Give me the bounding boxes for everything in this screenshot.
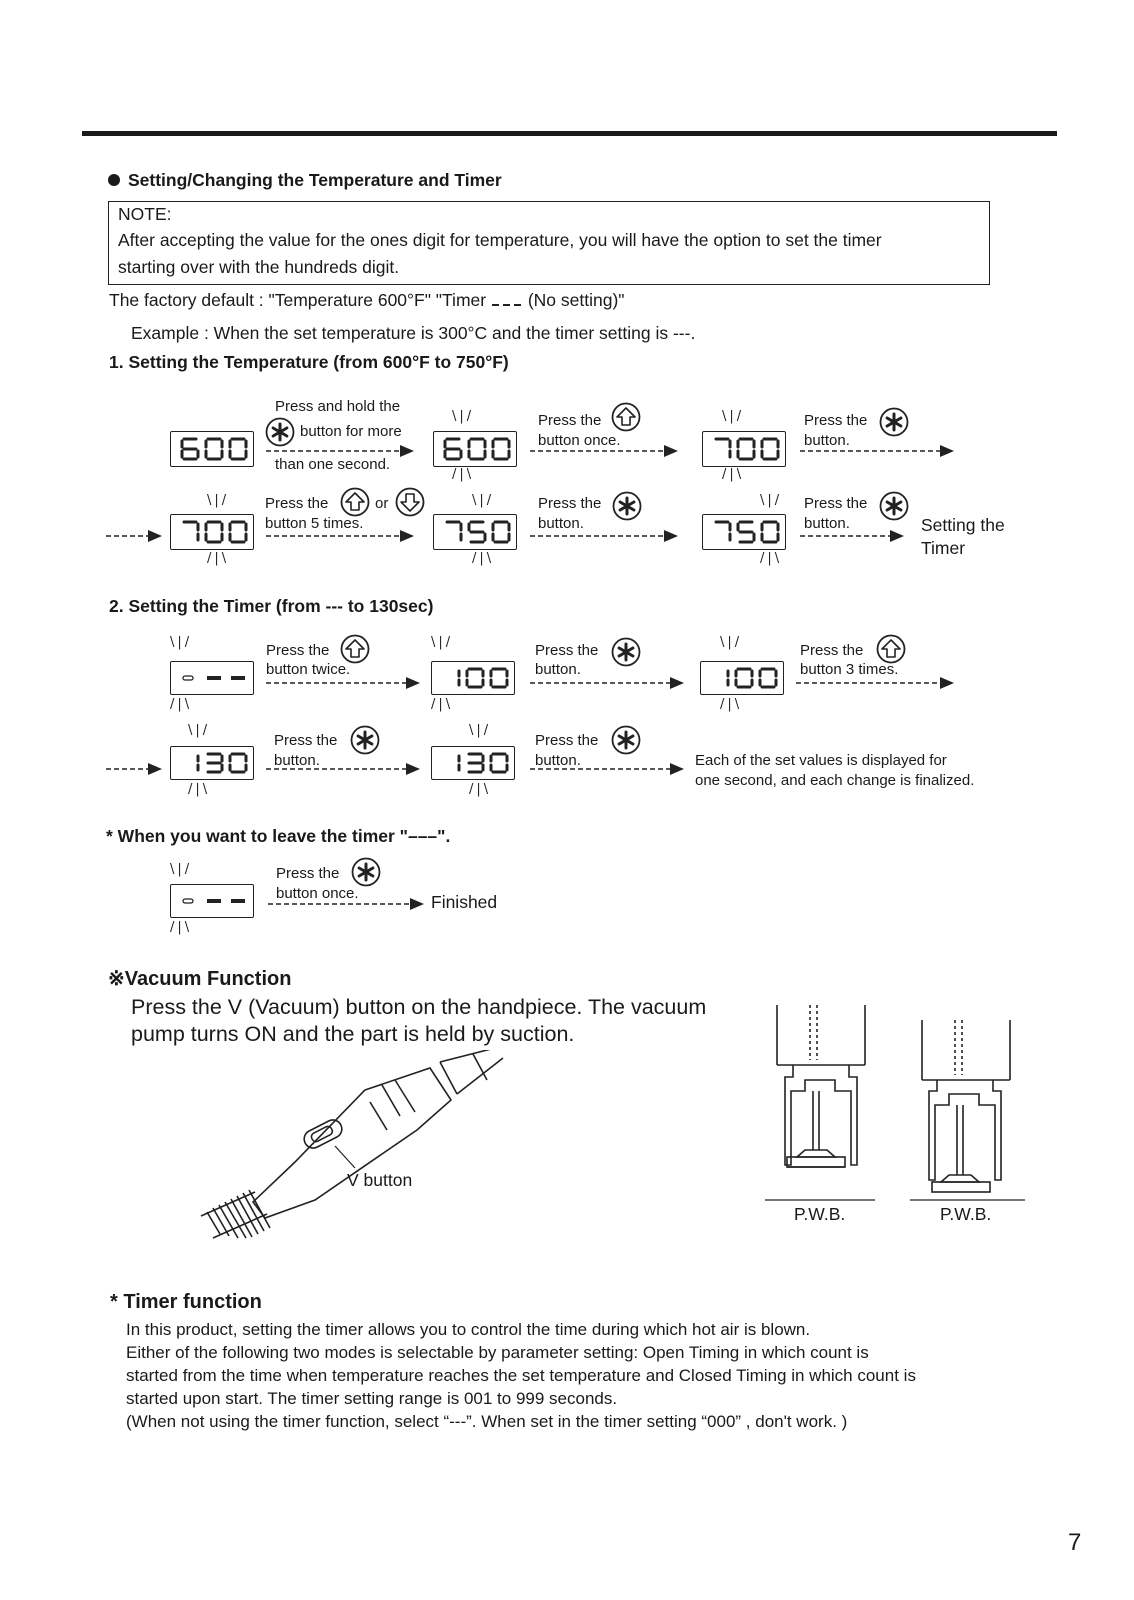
step-label: Press the — [266, 642, 330, 659]
final-note: Each of the set values is displayed for — [695, 752, 947, 769]
up-arrow-button-icon — [611, 402, 641, 432]
nozzle-diagram — [765, 1005, 1035, 1205]
paragraph-line: In this product, setting the timer allows you to control the time during which hot air is blown. — [126, 1320, 811, 1339]
blink-mark: /|\ — [207, 551, 230, 566]
asterisk-button-icon — [350, 725, 380, 755]
flow-arrow — [530, 444, 678, 456]
display-dashes — [170, 661, 254, 695]
vacuum-title-text: Vacuum Function — [124, 968, 292, 990]
display-130-blinking — [431, 746, 515, 780]
blink-mark: /|\ — [469, 782, 492, 797]
result-label: Timer — [921, 538, 966, 558]
blink-mark: /|\ — [188, 782, 211, 797]
example-text: Example : When the set temperature is 300°C and the timer setting is ---. — [131, 323, 696, 343]
timer-function-body — [126, 1318, 916, 1433]
asterisk-button-icon — [611, 725, 641, 755]
step-label: than one second. — [275, 456, 391, 473]
step-label: button for more — [300, 423, 402, 440]
blink-mark: \|/ — [760, 493, 783, 508]
blink-mark: /|\ — [452, 467, 475, 482]
flow-arrow — [796, 676, 954, 688]
asterisk-button-icon — [612, 491, 642, 521]
step-label: Press the — [800, 642, 864, 659]
step-label: Press the — [535, 642, 599, 659]
blink-mark: \|/ — [452, 409, 475, 424]
display-600 — [170, 431, 254, 467]
handpiece-illustration — [195, 1050, 515, 1240]
flow-arrow — [266, 444, 414, 456]
step-label: button once. — [276, 885, 359, 902]
factory-default-tail: (No setting)" — [527, 290, 625, 310]
up-arrow-button-icon — [340, 487, 370, 517]
step-label: button. — [538, 515, 584, 532]
paragraph-line: Either of the following two modes is selectable by parameter setting: Open Timing in which count is — [126, 1343, 869, 1362]
flow-arrow — [530, 762, 684, 774]
note-title: NOTE: — [118, 204, 172, 224]
top-rule — [82, 131, 1057, 136]
flow-arrow — [530, 676, 684, 688]
step-label: button. — [804, 515, 850, 532]
final-note: one second, and each change is finalized. — [695, 772, 975, 789]
paragraph-line: started upon start. The timer setting range is 001 to 999 seconds. — [126, 1389, 618, 1408]
page-number: 7 — [1068, 1529, 1082, 1556]
heading-text: Setting/Changing the Temperature and Timer — [128, 170, 502, 190]
asterisk-button-icon — [879, 491, 909, 521]
flow-arrow — [106, 762, 162, 774]
asterisk-button-icon — [611, 637, 641, 667]
blink-mark: /|\ — [760, 551, 783, 566]
display-100 — [431, 661, 515, 695]
leave-timer-title: * When you want to leave the timer "–––". — [106, 826, 451, 846]
blink-mark: \|/ — [472, 493, 495, 508]
blink-mark: /|\ — [472, 551, 495, 566]
vacuum-line-2: pump turns ON and the part is held by suction. — [131, 1022, 575, 1046]
result-label: Setting the — [921, 515, 1005, 535]
blink-mark: /|\ — [431, 697, 454, 712]
blink-mark: /|\ — [170, 920, 193, 935]
flow-arrow — [268, 897, 424, 909]
blink-mark: \|/ — [722, 409, 745, 424]
reference-mark: ※ — [108, 968, 125, 990]
paragraph-line: started from the time when temperature reaches the set temperature and Closed Timing in which count is — [126, 1366, 916, 1385]
blink-mark: \|/ — [170, 635, 193, 650]
section-heading — [108, 170, 502, 191]
blink-mark: \|/ — [188, 723, 211, 738]
step-label: Press the — [804, 495, 868, 512]
display-dashes — [170, 884, 254, 918]
display-750-blinking — [702, 514, 786, 550]
blink-mark: /|\ — [720, 697, 743, 712]
step-label: Press the — [265, 495, 329, 512]
step-label: Press the — [276, 865, 340, 882]
blink-mark: \|/ — [170, 862, 193, 877]
display-100-blinking — [700, 661, 784, 695]
flow-arrow — [530, 529, 678, 541]
note-line-1: After accepting the value for the ones digit for temperature, you will have the option to set the timer — [118, 230, 882, 250]
flow-arrow — [106, 529, 162, 541]
timer-function-title: * Timer function — [110, 1291, 262, 1313]
finished-label: Finished — [431, 892, 498, 912]
step-label: Press the — [538, 495, 602, 512]
section1-title: 1. Setting the Temperature (from 600°F to 750°F) — [109, 352, 509, 372]
display-130 — [170, 746, 254, 780]
step-label: Press the — [804, 412, 868, 429]
paragraph-line: (When not using the timer function, select “---”. When set in the timer setting “000” , don't work. ) — [126, 1412, 848, 1431]
bullet-icon — [108, 174, 120, 186]
step-label: Press the — [538, 412, 602, 429]
step-label: Press the — [274, 732, 338, 749]
note-line-2: starting over with the hundreds digit. — [118, 257, 400, 277]
flow-arrow — [266, 676, 420, 688]
display-700 — [702, 431, 786, 467]
step-label: button 3 times. — [800, 661, 899, 678]
step-label: button. — [274, 752, 320, 769]
asterisk-button-icon — [265, 417, 295, 447]
blink-mark: \|/ — [720, 635, 743, 650]
step-label: button once. — [538, 432, 621, 449]
step-label: Press and hold the — [275, 398, 401, 415]
asterisk-button-icon — [879, 407, 909, 437]
display-750 — [433, 514, 517, 550]
step-label: button. — [535, 752, 581, 769]
factory-default — [109, 290, 625, 311]
step-label: button 5 times. — [265, 515, 364, 532]
v-button-label: V button — [347, 1170, 413, 1190]
step-label: Press the — [535, 732, 599, 749]
pwb-label-2: P.W.B. — [940, 1204, 992, 1224]
blink-mark: /|\ — [170, 697, 193, 712]
dash-symbol — [491, 296, 523, 306]
blink-mark: \|/ — [207, 493, 230, 508]
pwb-label-1: P.W.B. — [794, 1204, 846, 1224]
asterisk-button-icon — [351, 857, 381, 887]
step-label: or — [375, 495, 389, 512]
flow-arrow — [800, 444, 954, 456]
blink-mark: \|/ — [469, 723, 492, 738]
flow-arrow — [800, 529, 904, 541]
flow-arrow — [266, 762, 420, 774]
step-label: button. — [535, 661, 581, 678]
display-600-blinking — [433, 431, 517, 467]
factory-default-text: The factory default : "Temperature 600°F" "Timer — [109, 290, 487, 310]
vacuum-title — [108, 966, 291, 991]
display-700-blinking — [170, 514, 254, 550]
blink-mark: \|/ — [431, 635, 454, 650]
step-label: button twice. — [266, 661, 351, 678]
flow-arrow — [266, 529, 414, 541]
vacuum-line-1: Press the V (Vacuum) button on the handpiece. The vacuum — [131, 995, 707, 1019]
blink-mark: /|\ — [722, 467, 745, 482]
down-arrow-button-icon — [395, 487, 425, 517]
step-label: button. — [804, 432, 850, 449]
section2-title: 2. Setting the Timer (from --- to 130sec) — [109, 596, 434, 616]
